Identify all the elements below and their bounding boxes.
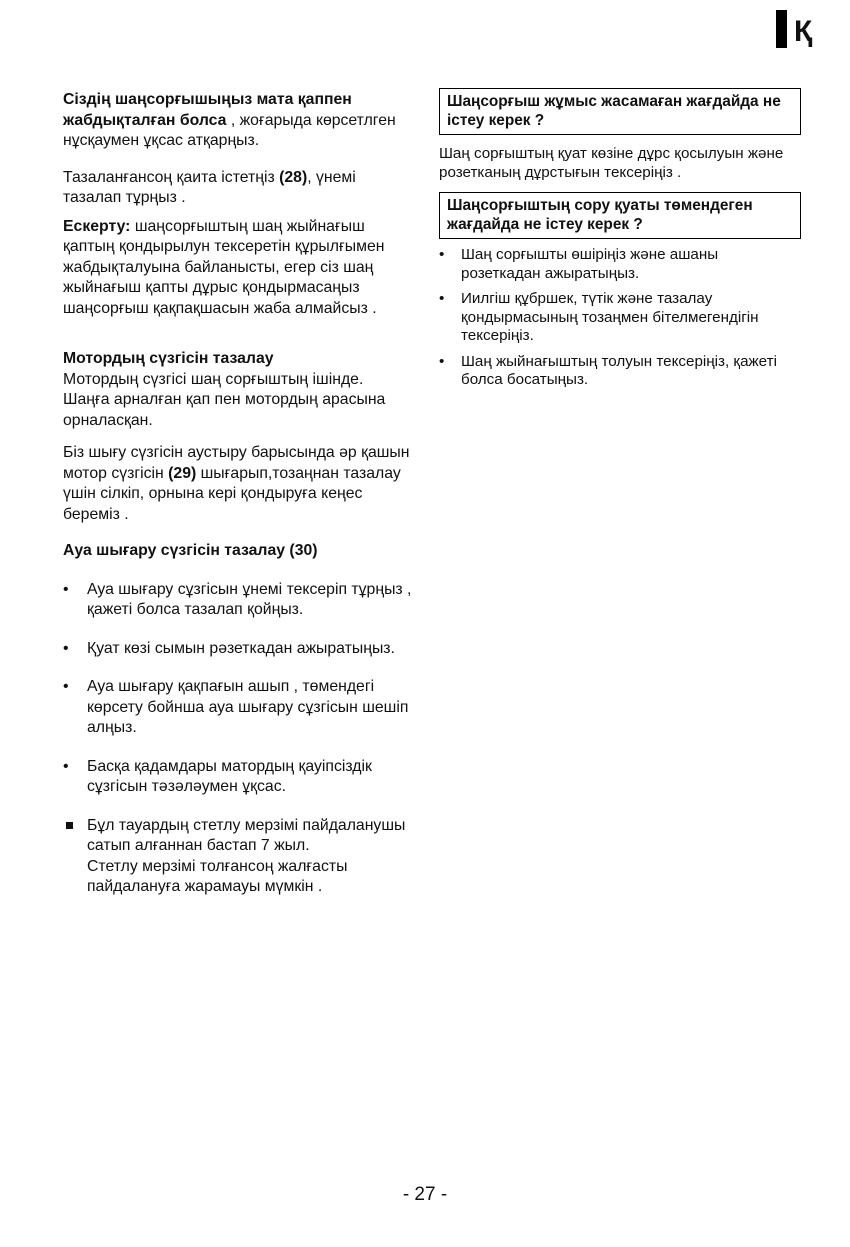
list-item	[439, 290, 801, 346]
bullet-icon: •	[63, 678, 69, 695]
reuse-ref: (28)	[279, 168, 308, 186]
service-life-item	[63, 816, 413, 898]
list-item-text: Ауа шығару сұзгісын ұнемі тексеріп тұрңыз , қажеті болса тазалап қойңыз.	[87, 580, 412, 618]
cloth-bag-text: , жоғарыда көрсетлген нұсқаумен ұқсас атқарңыз.	[63, 111, 396, 149]
left-column	[63, 90, 413, 916]
square-bullet-icon	[66, 822, 73, 829]
cloth-bag-paragraph	[63, 90, 413, 152]
language-marker-bar	[776, 10, 787, 48]
list-item-text: Шаң сорғышты өшіріңіз және ашаны розеткадан ажыратыңыз.	[461, 246, 719, 282]
motor-filter-heading: Мотордың сүзгісін тазалау	[63, 350, 274, 367]
advice-text-c: шығарып,тозаңнан тазалау үшін сілкіп, орнына кері қондыруға кеңес береміз .	[63, 464, 401, 523]
advice-text-a: Біз шығу сүзгісін аустыру барысында әр қашын мотор сүзгісін	[63, 444, 410, 482]
bullet-icon: •	[439, 290, 445, 307]
list-item-text: Ауа шығару қақпағын ашып , төмендегі көрсету бойнша ауа шығару сұзгісын шешіп алңыз.	[87, 678, 409, 736]
advice-ref: (29)	[168, 464, 197, 482]
service-life-note: Стетлу мерзімі толғансоң жалғасты пайдалануға жарамауы мүмкін .	[87, 857, 348, 895]
bullet-icon: •	[63, 757, 69, 775]
cloth-bag-bold: Сіздің шаңсорғышыңыз мата қаппен жабдықталған болса	[63, 91, 352, 129]
bullet-icon: •	[439, 352, 445, 370]
motor-filter-advice	[63, 443, 413, 525]
list-item-text: Қуат көзі сымын рәзеткадан ажыратыңыз.	[87, 639, 395, 657]
list-item-text: Басқа қадамдары матордың қауіпсіздік сұзгісын тәзәләумен ұқсас.	[87, 757, 372, 795]
page-number: - 27 -	[402, 1184, 448, 1205]
list-item	[63, 757, 413, 798]
list-item	[439, 246, 801, 283]
air-filter-heading: Ауа шығару сүзгісін тазалау (30)	[63, 542, 318, 559]
reuse-text-a: Тазаланғансоң қаита істетңіз	[63, 168, 280, 186]
reuse-paragraph	[63, 168, 413, 209]
right-column	[439, 88, 801, 397]
not-working-heading-box: Шаңсорғыш жұмыс жасамаған жағдайда не істеу керек ?	[439, 88, 801, 135]
list-item	[439, 353, 801, 390]
list-item	[63, 580, 413, 621]
list-item	[63, 639, 413, 660]
not-working-text: Шаң сорғыштың қуат көзіне дұрс қосылуын және розетканың дұрстығын тексеріңіз .	[439, 145, 784, 181]
language-marker-letter: Қ	[794, 15, 813, 48]
note-label: Ескерту:	[63, 217, 131, 235]
list-item	[63, 677, 413, 739]
bullet-icon: •	[439, 246, 445, 263]
list-item-text: Иилгіш құбршек, түтік және тазалау қондырмасының тозаңмен бітелмегендігін тексеріңіз.	[461, 290, 759, 344]
motor-filter-text: Мотордың сүзгісі шаң сорғыштың ішінде. Шаңға арналған қап пен мотордың арасына орналасқан.	[63, 370, 386, 429]
low-suction-heading-box: Шаңсорғыштың сору қуаты төмендеген жағдайда не істеу керек ?	[439, 192, 801, 239]
note-text: шаңсорғыштың шаң жыйнағыш қаптың қондырылун тексеретін құрылғымен жабдықталуына байланысты, егер сіз шаң жыйнағыш қапты дұрыс қондырмасаңыз шаңсорғыш қақпақшасын жаба алмайсыз .	[63, 217, 385, 317]
bullet-icon: •	[63, 639, 69, 657]
bullet-icon: •	[63, 580, 69, 598]
reuse-text-c: , үнемі тазалап тұрңыз .	[63, 168, 356, 206]
service-life-text: Бұл тауардың стетлу мерзімі пайдаланушы сатып алғаннан бастап 7 жыл.	[87, 816, 406, 854]
note-paragraph	[63, 217, 413, 320]
list-item-text: Шаң жыйнағыштың толуын тексеріңіз, қажеті болса босатыңыз.	[461, 352, 777, 388]
